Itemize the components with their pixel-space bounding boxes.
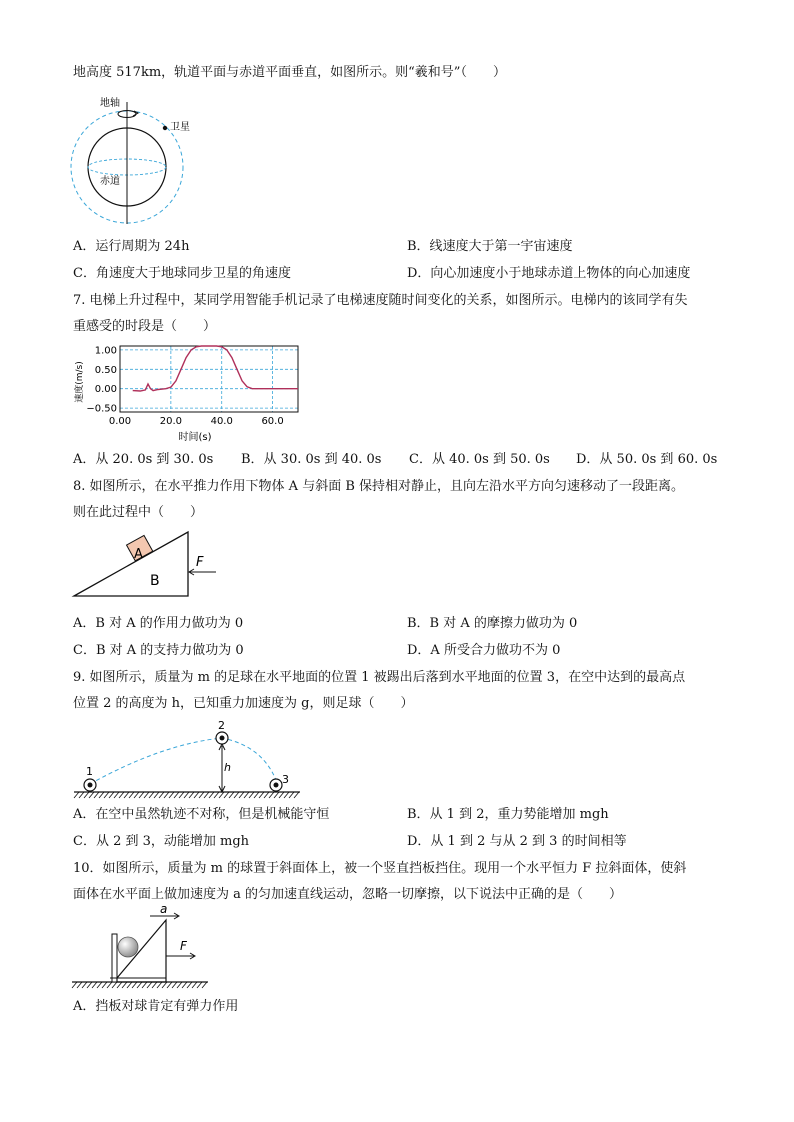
equator-label: 赤道 [100, 176, 120, 187]
q7-option-d: D．从 50. 0s 到 60. 0s [576, 452, 718, 467]
height-label: h [224, 761, 231, 774]
q9-stem-line1: 9. 如图所示，质量为 m 的足球在水平地面的位置 1 被踢出后落到水平地面的位置 3，在空中达到的最高点 [73, 670, 686, 685]
q8-stem-line1: 8. 如图所示，在水平推力作用下物体 A 与斜面 B 保持相对静止，且向左沿水平方向匀速移动了一段距离。 [73, 479, 685, 494]
q10-stem-line1: 10．如图所示，质量为 m 的球置于斜面体上，被一个竖直挡板挡住。现用一个水平恒力 F 拉斜面体，使斜 [73, 861, 687, 876]
q8-option-b: B．B 对 A 的摩擦力做功为 0 [407, 616, 578, 631]
q9-stem-line2: 位置 2 的高度为 h，已知重力加速度为 g，则足球（ ） [73, 696, 414, 711]
block-a-label: A [134, 547, 143, 562]
position-2-label: 2 [218, 719, 225, 732]
force-label: F [180, 939, 187, 953]
earth-orbit-diagram [66, 92, 196, 224]
q10-figure [70, 906, 210, 994]
q9-option-b: B．从 1 到 2，重力势能增加 mgh [407, 807, 609, 822]
wedge-b-label: B [150, 573, 160, 589]
x-tick-label: 40.0 [210, 416, 233, 427]
q7-option-b: B．从 30. 0s 到 40. 0s [241, 452, 382, 467]
acceleration-label: a [160, 906, 168, 916]
q9-figure [72, 716, 302, 804]
q10-option-a: A．挡板对球肯定有弹力作用 [73, 999, 239, 1014]
axis-label: 地轴 [100, 98, 120, 109]
y-tick-label: 0.00 [94, 384, 117, 396]
y-tick-label: 1.00 [94, 345, 117, 357]
velocity-series-line [133, 346, 298, 391]
x-tick-label: 0.00 [108, 416, 132, 427]
ball-position-1 [84, 779, 96, 791]
y-tick-label: 0.50 [94, 364, 117, 376]
vertical-baffle [112, 934, 117, 982]
x-tick-label: 60.0 [261, 416, 284, 427]
wedge-block-diagram [70, 528, 230, 602]
q7-figure [70, 340, 310, 448]
q9-option-a: A．在空中虽然轨迹不对称，但是机械能守恒 [73, 807, 330, 822]
velocity-time-chart [70, 340, 310, 444]
ball-on-wedge-diagram [70, 906, 210, 990]
ball-position-2 [216, 732, 228, 744]
wedge-b [74, 532, 188, 596]
q10-stem-line2: 面体在水平面上做加速度为 a 的匀加速直线运动，忽略一切摩擦，以下说法中正确的是（ ） [73, 887, 623, 902]
chart-grid [120, 346, 298, 412]
force-label: F [196, 555, 204, 570]
position-1-label: 1 [86, 765, 93, 778]
q8-figure [70, 528, 230, 606]
q6-option-d: D．向心加速度小于地球赤道上物体的向心加速度 [407, 266, 691, 281]
q8-stem-line2: 则在此过程中（ ） [73, 505, 204, 520]
q8-option-d: D．A 所受合力做功不为 0 [407, 643, 561, 658]
football-trajectory-diagram [72, 716, 302, 800]
ground-hatching [74, 792, 299, 798]
satellite-dot [163, 126, 167, 130]
x-tick-label: 20.0 [159, 416, 182, 427]
q6-figure [66, 92, 196, 228]
y-tick-label: −0.50 [86, 403, 117, 415]
satellite-label: 卫星 [170, 122, 190, 133]
q7-stem-line1: 7. 电梯上升过程中，某同学用智能手机记录了电梯速度随时间变化的关系，如图所示。电梯内的该同学有失 [73, 293, 688, 308]
q6-option-b: B．线速度大于第一宇宙速度 [407, 239, 573, 254]
q9-option-c: C．从 2 到 3，动能增加 mgh [73, 834, 250, 849]
q7-stem-line2: 重感受的时段是（ ） [73, 319, 217, 334]
q7-option-c: C．从 40. 0s 到 50. 0s [409, 452, 550, 467]
trajectory-curve [90, 738, 276, 784]
q6-stem: 地高度 517km，轨道平面与赤道平面垂直，如图所示。则“羲和号”（ ） [73, 65, 506, 80]
q8-option-c: C．B 对 A 的支持力做功为 0 [73, 643, 244, 658]
x-axis-label: 时间(s) [178, 432, 212, 443]
q7-option-a: A．从 20. 0s 到 30. 0s [73, 452, 214, 467]
q6-option-a: A．运行周期为 24h [73, 239, 190, 254]
q9-option-d: D．从 1 到 2 与从 2 到 3 的时间相等 [407, 834, 627, 849]
q8-option-a: A．B 对 A 的作用力做功为 0 [73, 616, 244, 631]
ball [118, 937, 138, 957]
y-axis-label: 速度(m/s) [75, 361, 85, 403]
position-3-label: 3 [282, 773, 289, 786]
plot-frame [120, 346, 298, 412]
floor-hatching [72, 982, 207, 988]
q6-option-c: C．角速度大于地球同步卫星的角速度 [73, 266, 291, 281]
ball-position-3 [270, 779, 282, 791]
